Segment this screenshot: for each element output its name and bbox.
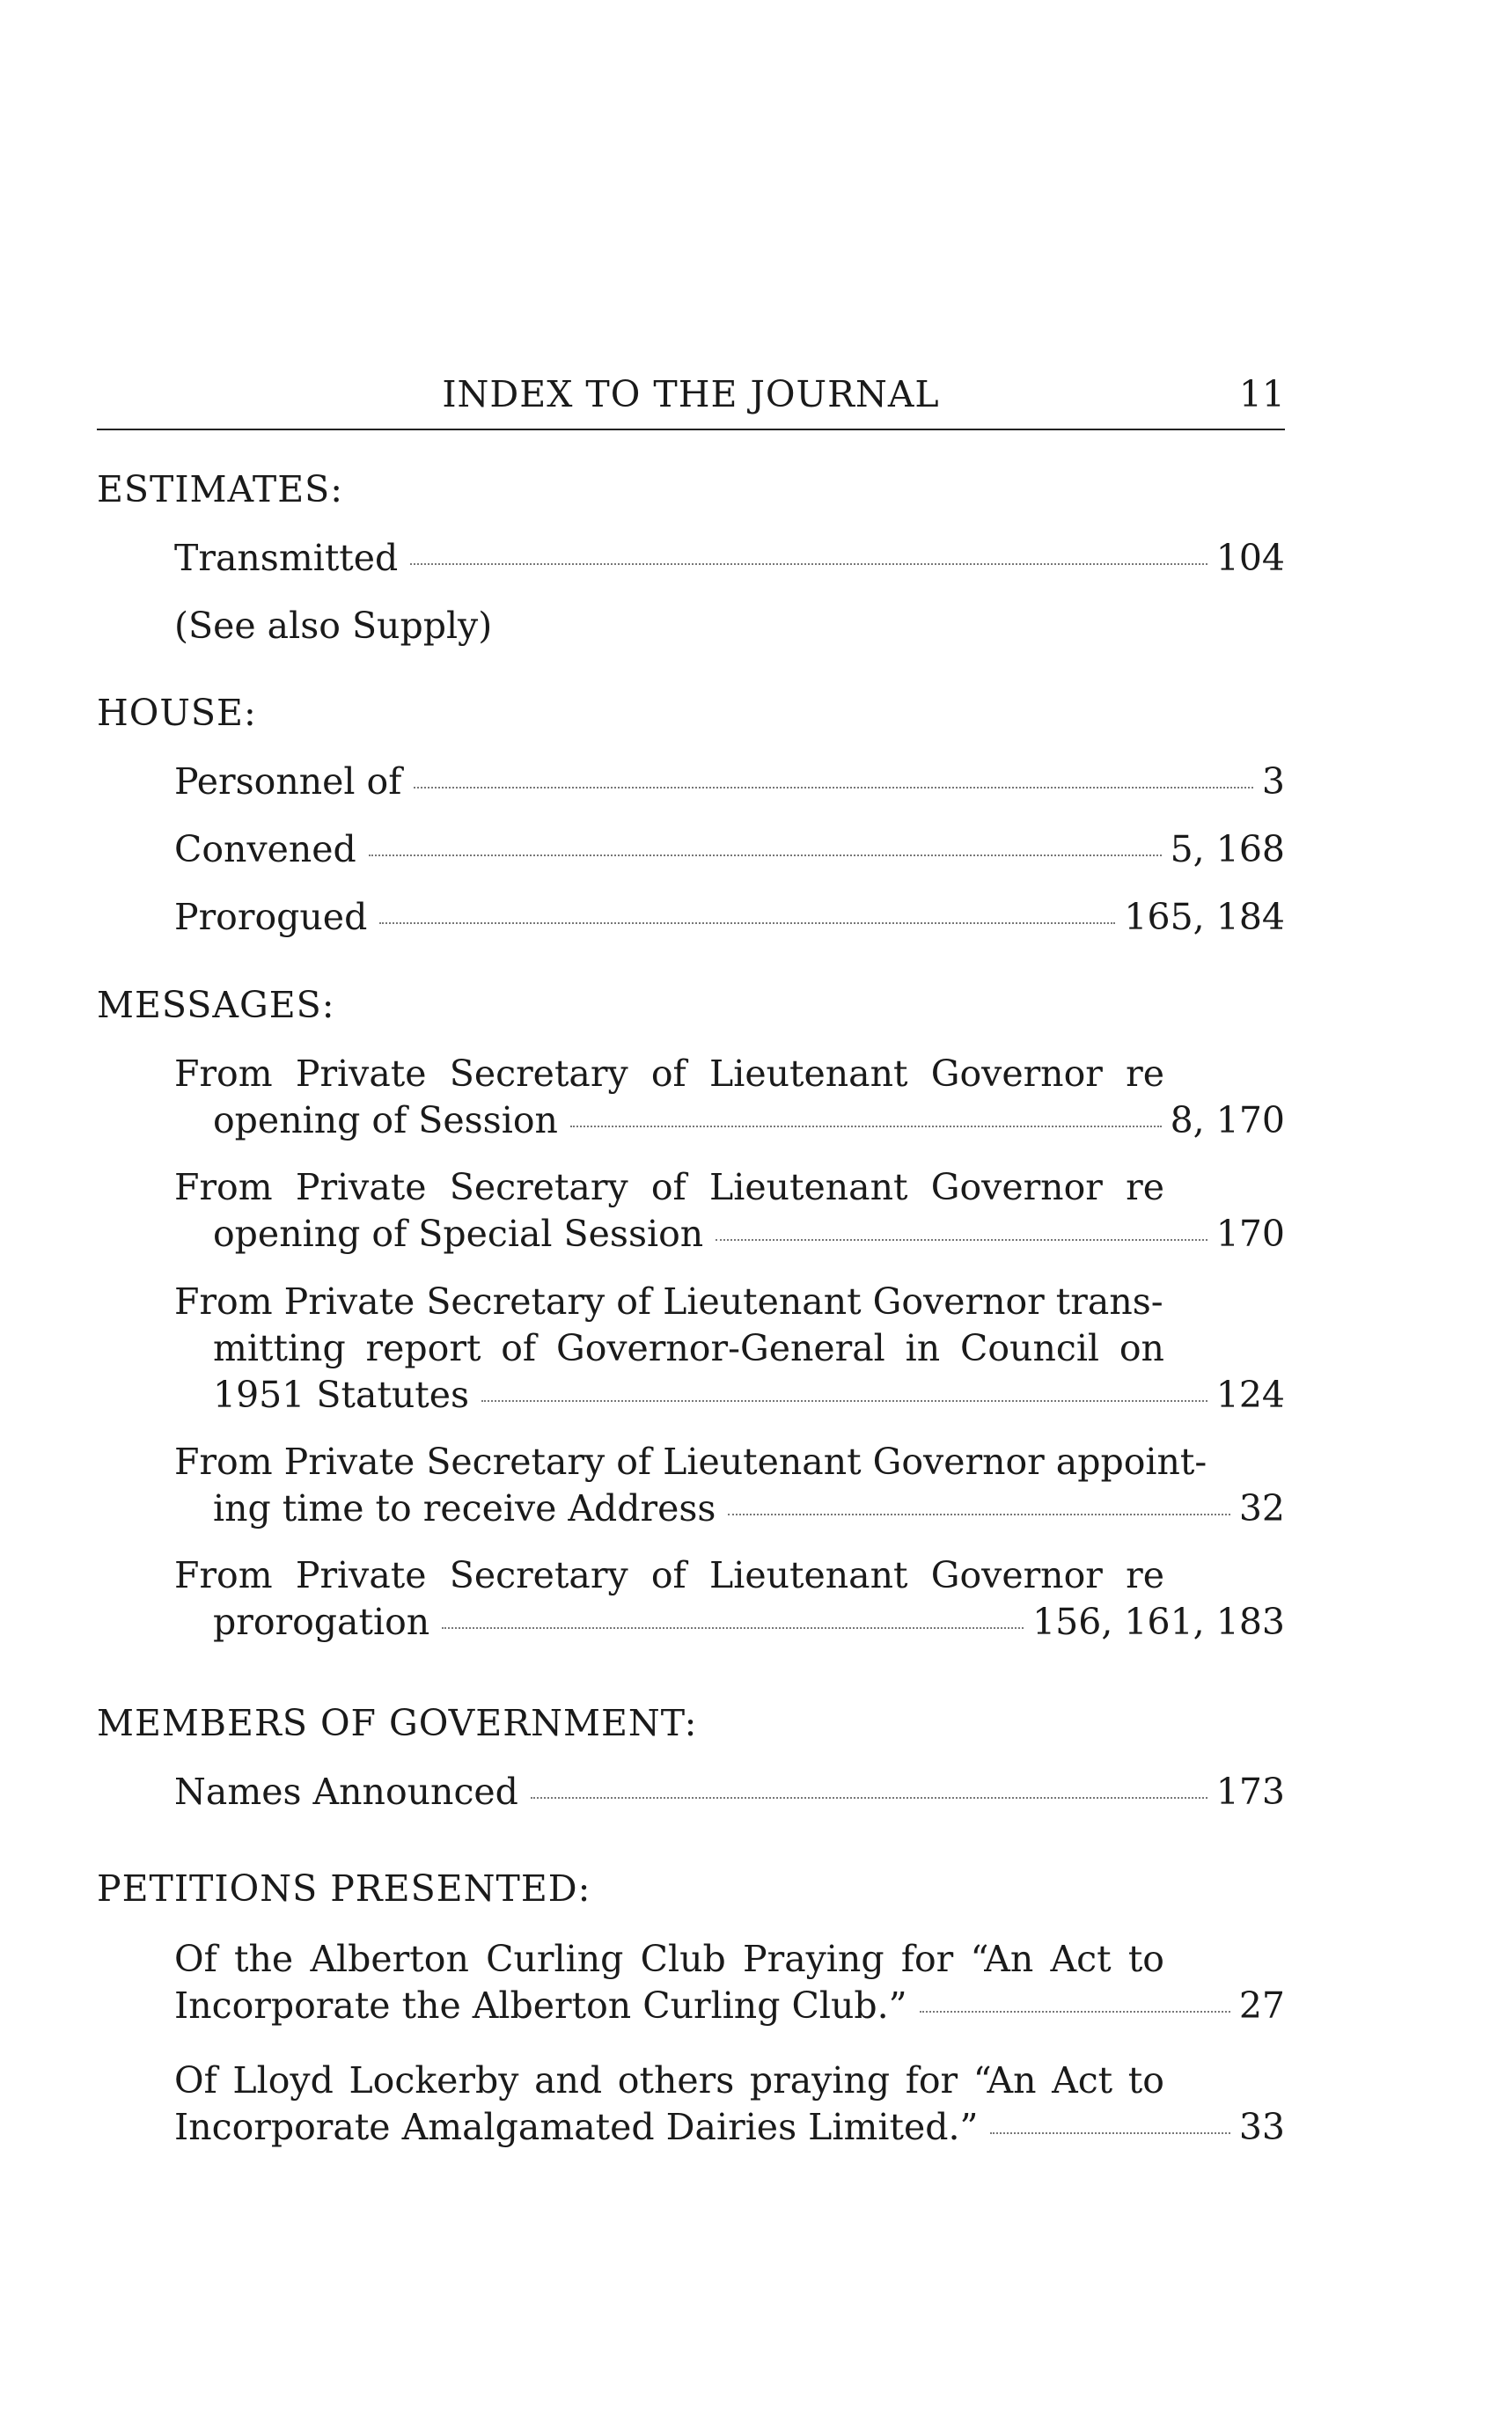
dot-leader — [990, 2132, 1229, 2134]
entry-pages: 32 — [1238, 1487, 1285, 1529]
dot-leader — [716, 1239, 1207, 1241]
entry-label: Convened — [174, 828, 356, 870]
entry-label: ing time to receive Address — [213, 1487, 716, 1529]
entry-first-line — [174, 1938, 1164, 1980]
word: others — [617, 2059, 735, 2102]
entry-line — [174, 1771, 1285, 1813]
word: in — [905, 1327, 941, 1369]
entry-first-line — [174, 1554, 1164, 1596]
entry-first-line: From Private Secretary of Lieutenant Governor appoint- — [174, 1441, 1207, 1483]
word: Club — [640, 1938, 726, 1980]
entry-line — [213, 1099, 1285, 1141]
word: From — [174, 1554, 273, 1596]
entry-line — [174, 537, 1285, 579]
header-rule — [97, 429, 1285, 430]
running-header — [97, 370, 1285, 422]
entry-label: opening of Session — [213, 1099, 558, 1141]
word: Governor-General — [555, 1327, 885, 1369]
word: the — [234, 1938, 294, 1980]
word: mitting — [213, 1327, 346, 1369]
word: to — [1127, 2059, 1164, 2102]
word: Lloyd — [232, 2059, 334, 2102]
word: Lockerby — [349, 2059, 519, 2102]
word: “An — [973, 2059, 1037, 2102]
word: Of — [174, 1938, 217, 1980]
word: From — [174, 1166, 273, 1208]
section-heading: MEMBERS OF GOVERNMENT: — [97, 1702, 698, 1744]
word: Lieutenant — [708, 1053, 908, 1095]
word: “An — [970, 1938, 1034, 1980]
word: for — [900, 1938, 954, 1980]
section-heading: ESTIMATES: — [97, 468, 344, 510]
dot-leader — [442, 1627, 1024, 1629]
running-title: INDEX TO THE JOURNAL — [442, 373, 940, 415]
entry-pages: 124 — [1215, 1374, 1285, 1416]
entry-line — [213, 1374, 1285, 1416]
section-heading: PETITIONS PRESENTED: — [97, 1867, 591, 1910]
word: Governor — [930, 1554, 1103, 1596]
word: on — [1119, 1327, 1164, 1369]
entry-label: opening of Special Session — [213, 1213, 704, 1255]
word: Act — [1052, 2059, 1113, 2102]
section-heading: HOUSE: — [97, 692, 257, 734]
entry-label: Transmitted — [174, 537, 399, 579]
entry-pages: 170 — [1215, 1213, 1285, 1255]
word: Governor — [930, 1166, 1103, 1208]
section-heading: MESSAGES: — [97, 984, 335, 1026]
word: Alberton — [310, 1938, 469, 1980]
entry-first-line — [174, 1053, 1164, 1095]
entry-line — [174, 760, 1285, 803]
entry-line — [213, 1601, 1285, 1643]
entry-middle-line — [213, 1327, 1164, 1369]
word: Lieutenant — [708, 1554, 908, 1596]
word: Act — [1050, 1938, 1112, 1980]
word: Praying — [743, 1938, 884, 1980]
index-page — [97, 370, 1285, 2148]
dot-leader — [531, 1797, 1207, 1799]
dot-leader — [414, 787, 1252, 789]
entry-line — [213, 1213, 1285, 1255]
dot-leader — [379, 922, 1115, 924]
word: Governor — [930, 1053, 1103, 1095]
word: Private — [295, 1166, 427, 1208]
entry-label: Names Announced — [174, 1771, 518, 1813]
word: Lieutenant — [708, 1166, 908, 1208]
entry-pages: 8, 170 — [1170, 1099, 1285, 1141]
word: report — [365, 1327, 481, 1369]
dot-leader — [369, 855, 1162, 856]
page-number: 11 — [1238, 373, 1285, 415]
entry-first-line — [174, 2059, 1164, 2102]
word: re — [1126, 1554, 1164, 1596]
entry-label: 1951 Statutes — [213, 1374, 470, 1416]
dot-leader — [570, 1126, 1162, 1127]
entry-pages: 33 — [1238, 2106, 1285, 2148]
entry-line — [174, 2106, 1285, 2148]
word: and — [534, 2059, 603, 2102]
entry-line — [174, 828, 1285, 870]
entry-pages: 5, 168 — [1170, 828, 1285, 870]
word: to — [1127, 1938, 1164, 1980]
word: Secretary — [449, 1053, 628, 1095]
word: Secretary — [449, 1554, 628, 1596]
entry-line — [174, 896, 1285, 938]
word: of — [650, 1166, 686, 1208]
entry-pages: 156, 161, 183 — [1032, 1601, 1285, 1643]
entry-pages: 27 — [1238, 1984, 1285, 2027]
word: From — [174, 1053, 273, 1095]
entry-pages: 104 — [1215, 537, 1285, 579]
entry-pages: 165, 184 — [1124, 896, 1285, 938]
word: of — [650, 1053, 686, 1095]
word: Council — [959, 1327, 1100, 1369]
word: Secretary — [449, 1166, 628, 1208]
entry-pages: 173 — [1215, 1771, 1285, 1813]
word: re — [1126, 1053, 1164, 1095]
entry-label: Prorogued — [174, 896, 368, 938]
entry-first-line — [174, 1166, 1164, 1208]
dot-leader — [728, 1514, 1229, 1515]
entry-line — [213, 1487, 1285, 1529]
word: Private — [295, 1053, 427, 1095]
dot-leader — [920, 2011, 1230, 2013]
word: praying — [749, 2059, 891, 2102]
see-also-note: (See also Supply) — [174, 605, 493, 647]
entry-pages: 3 — [1261, 760, 1285, 803]
word: of — [650, 1554, 686, 1596]
entry-label: prorogation — [213, 1601, 430, 1643]
dot-leader — [481, 1400, 1207, 1402]
word: re — [1126, 1166, 1164, 1208]
entry-first-line: From Private Secretary of Lieutenant Governor trans- — [174, 1280, 1163, 1323]
word: Curling — [486, 1938, 624, 1980]
word: for — [905, 2059, 958, 2102]
word: of — [501, 1327, 537, 1369]
entry-label: Incorporate Amalgamated Dairies Limited.” — [174, 2106, 979, 2148]
word: Of — [174, 2059, 217, 2102]
entry-label: Personnel of — [174, 760, 402, 803]
dot-leader — [410, 563, 1207, 565]
word: Private — [295, 1554, 427, 1596]
entry-label: Incorporate the Alberton Curling Club.” — [174, 1984, 907, 2027]
entry-line — [174, 1984, 1285, 2027]
